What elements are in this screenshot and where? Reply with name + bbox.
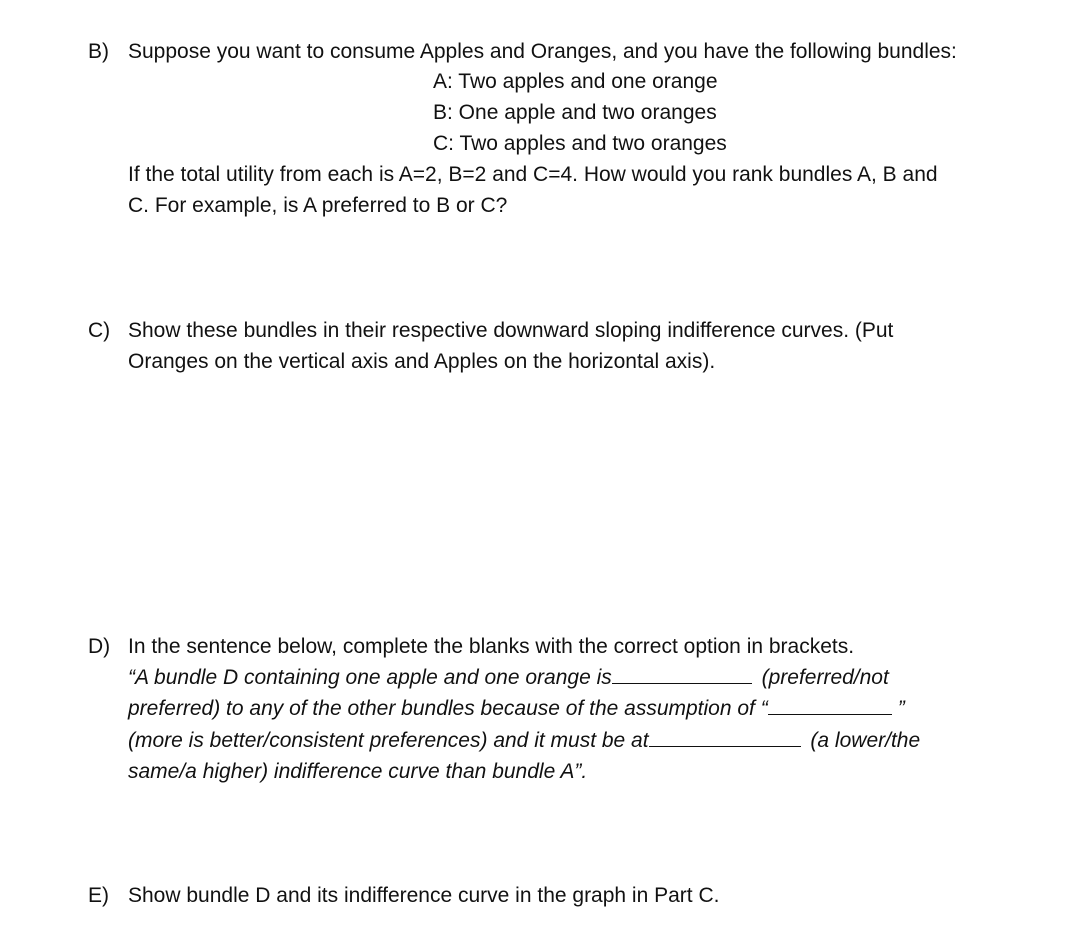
part-b-intro: Suppose you want to consume Apples and Oranges, and you have the following bundles:: [128, 40, 957, 63]
part-e-text: Show bundle D and its indifference curve in the graph in Part C.: [128, 884, 720, 907]
part-c-label: C): [88, 319, 111, 342]
blank-3[interactable]: [649, 726, 801, 747]
sentence-text: preferred) to any of the other bundles because of the assumption of “: [128, 697, 768, 720]
part-e-label: E): [88, 884, 109, 907]
part-d-sentence-line-4: same/a higher) indifference curve than bundle A”.: [128, 760, 588, 783]
part-d-label: D): [88, 635, 111, 658]
sentence-text: “A bundle D containing one apple and one orange is: [128, 666, 612, 689]
part-d-instruction: In the sentence below, complete the blanks with the correct option in brackets.: [128, 635, 855, 658]
blank-2[interactable]: [768, 694, 892, 715]
options-text: (preferred/not: [761, 666, 889, 689]
part-b-question-line-2: C. For example, is A preferred to B or C?: [128, 194, 508, 217]
closing-quote: ”: [897, 697, 905, 720]
bundle-c: C: Two apples and two oranges: [433, 132, 727, 155]
bundle-b: B: One apple and two oranges: [433, 101, 717, 124]
part-c-line-2: Oranges on the vertical axis and Apples on the horizontal axis).: [128, 350, 716, 373]
blank-1[interactable]: [612, 663, 752, 684]
options-text: (a lower/the: [810, 729, 921, 752]
part-d-sentence-line-1: [128, 662, 889, 693]
part-c-line-1: Show these bundles in their respective downward sloping indifference curves. (Put: [128, 319, 894, 342]
part-b-question-line-1: If the total utility from each is A=2, B=2 and C=4. How would you rank bundles A, B and: [128, 163, 938, 186]
bundle-a: A: Two apples and one orange: [433, 70, 718, 93]
part-b-label: B): [88, 40, 109, 63]
sentence-text: (more is better/consistent preferences) and it must be at: [128, 729, 649, 752]
part-d-sentence-line-2: [128, 693, 905, 724]
part-d-sentence-line-3: [128, 725, 920, 756]
